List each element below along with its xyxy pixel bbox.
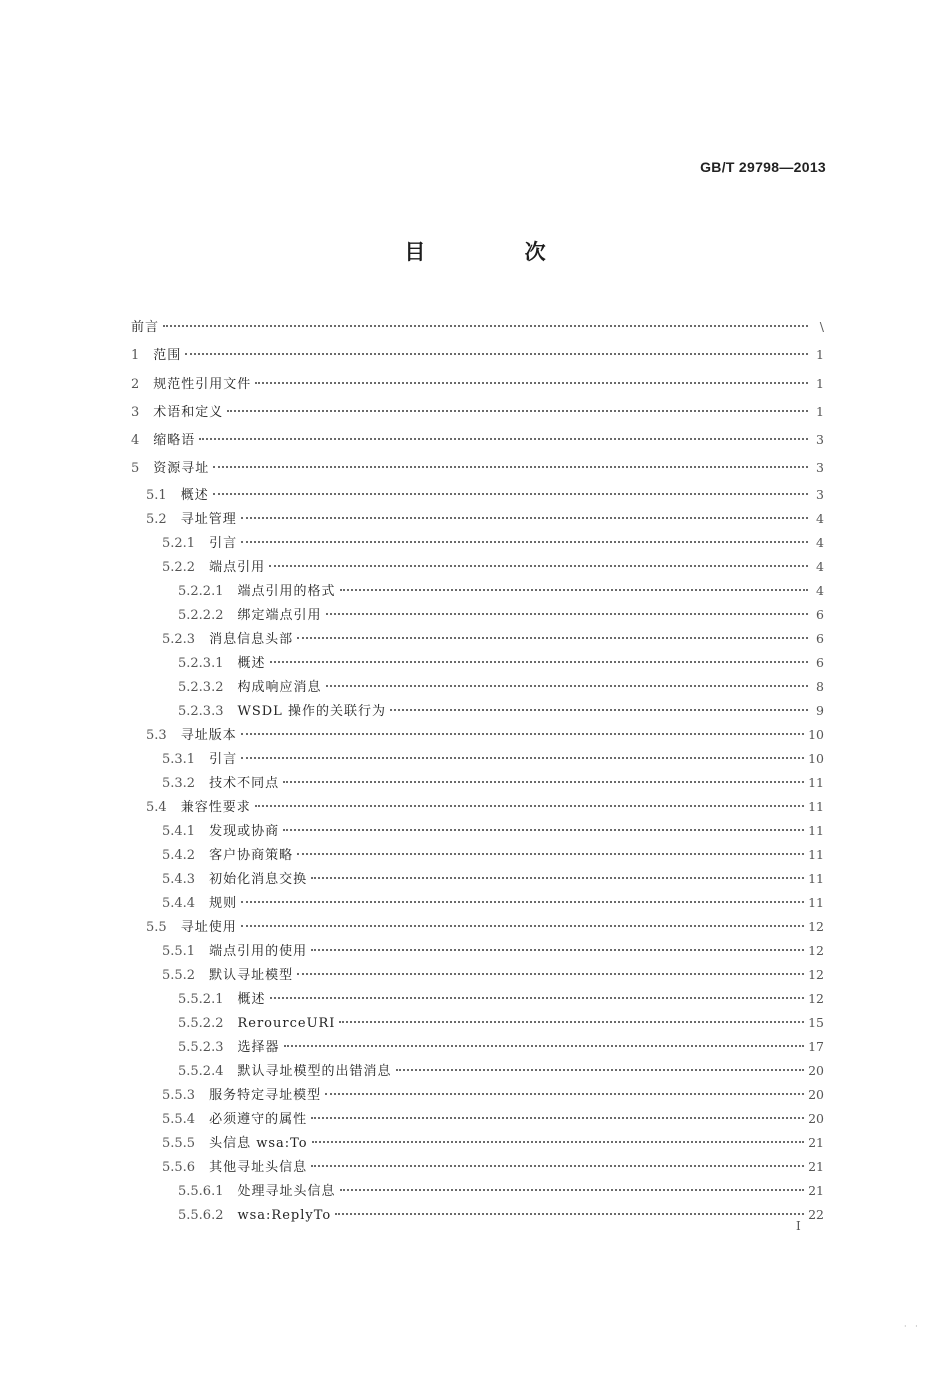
- toc-entry[interactable]: [131, 1155, 824, 1179]
- toc-dot-leader: [297, 973, 804, 975]
- toc-entry-page: 11: [808, 846, 824, 862]
- toc-entry-label: 头信息 wsa:To: [209, 1135, 308, 1151]
- toc-dot-leader: [283, 829, 804, 831]
- toc-entry-label: 前言: [131, 320, 160, 335]
- toc-entry-page: 8: [816, 678, 824, 694]
- toc-entry-number: 5.2.3.3: [178, 703, 224, 719]
- toc-entry-number: 5.5.2.2: [178, 1015, 224, 1031]
- toc-entry-page: 11: [808, 894, 824, 910]
- toc-entry-number: 5.2.3: [162, 631, 196, 647]
- toc-entry-number: 2: [131, 376, 140, 392]
- toc-entry[interactable]: [131, 313, 824, 341]
- toc-entry-number: 5.5.3: [162, 1087, 196, 1103]
- toc-entry-number: 5.2.1: [162, 535, 196, 551]
- toc-dot-leader: [340, 589, 809, 591]
- toc-entry-number: 5.5.5: [162, 1135, 196, 1151]
- toc-entry-number: 5: [131, 461, 140, 477]
- toc-entry-page: 12: [808, 918, 824, 934]
- toc-entry-label: 必须遵守的属性: [209, 1111, 308, 1127]
- toc-entry-page: 20: [808, 1110, 824, 1126]
- toc-entry-page: 22: [808, 1206, 824, 1222]
- toc-entry-page: 4: [816, 534, 824, 550]
- toc-entry-page: 12: [808, 990, 824, 1006]
- toc-entry[interactable]: [131, 675, 824, 699]
- toc-entry-page: 3: [816, 432, 824, 448]
- toc-entry-number: 5.5.2.1: [178, 991, 224, 1007]
- toc-dot-leader: [255, 805, 804, 807]
- toc-dot-leader: [297, 853, 804, 855]
- toc-entry[interactable]: [131, 426, 824, 454]
- toc-entry-number: 5.3.2: [162, 775, 196, 791]
- toc-dot-leader: [326, 685, 809, 687]
- toc-entry-page: 1: [816, 403, 824, 419]
- toc-entry-page: 6: [816, 630, 824, 646]
- toc-dot-leader: [255, 382, 808, 384]
- toc-entry-label: RerourceURI: [237, 1015, 336, 1031]
- toc-entry-label: 引言: [209, 535, 238, 551]
- toc-entry-label: 范围: [153, 348, 182, 364]
- toc-entry-label: 兼容性要求: [180, 799, 251, 815]
- toc-entry-number: 5.1: [146, 487, 167, 503]
- toc-entry-number: 5.2.2: [162, 559, 196, 575]
- toc-entry-label: 发现或协商: [209, 823, 280, 839]
- toc-entry-label: 默认寻址模型的出错消息: [237, 1063, 392, 1079]
- toc-dot-leader: [339, 1021, 804, 1023]
- toc-entry-number: 5.5.2.4: [178, 1063, 224, 1079]
- toc-dot-leader: [269, 565, 808, 567]
- toc-entry-label: 概述: [237, 991, 266, 1007]
- toc-entry[interactable]: [131, 1059, 824, 1083]
- toc-entry[interactable]: [131, 398, 824, 426]
- toc-entry-number: 5.2.2.1: [178, 583, 224, 599]
- toc-dot-leader: [241, 733, 804, 735]
- page-number: I: [796, 1219, 801, 1233]
- toc-entry[interactable]: [131, 454, 824, 482]
- toc-entry[interactable]: [131, 370, 824, 398]
- toc-entry-label: 资源寻址: [153, 461, 210, 477]
- toc-entry-number: 3: [131, 404, 140, 420]
- toc-entry[interactable]: [131, 915, 824, 939]
- toc-entry-number: 5.5: [146, 919, 167, 935]
- toc-dot-leader: [213, 466, 808, 468]
- toc-dot-leader: [213, 493, 808, 495]
- toc-entry-page: 4: [816, 510, 824, 526]
- toc-entry-number: 5.4.4: [162, 895, 196, 911]
- toc-entry[interactable]: [131, 579, 824, 603]
- toc-dot-leader: [311, 877, 804, 879]
- toc-entry-label: 端点引用: [209, 559, 266, 575]
- toc-entry[interactable]: [131, 843, 824, 867]
- toc-entry-number: 5.5.6: [162, 1159, 196, 1175]
- toc-entry-number: 5.5.2.3: [178, 1039, 224, 1055]
- toc-entry-page: 20: [808, 1086, 824, 1102]
- toc-entry[interactable]: [131, 555, 824, 579]
- toc-entry-label: 处理寻址头信息: [237, 1183, 336, 1199]
- toc-dot-leader: [390, 709, 808, 711]
- toc-entry[interactable]: [131, 1011, 824, 1035]
- toc-entry[interactable]: [131, 1203, 824, 1227]
- toc-entry-label: 概述: [237, 655, 266, 671]
- toc-entry-label: WSDL 操作的关联行为: [237, 703, 386, 719]
- toc-entry-number: 5.2: [146, 511, 167, 527]
- toc-entry[interactable]: [131, 987, 824, 1011]
- toc-entry-number: 5.2.3.1: [178, 655, 224, 671]
- toc-dot-leader: [241, 541, 808, 543]
- toc-entry-page: 10: [808, 750, 824, 766]
- toc-entry-page: 12: [808, 966, 824, 982]
- toc-dot-leader: [227, 410, 808, 412]
- toc-entry-number: 5.4.1: [162, 823, 196, 839]
- toc-entry-page: 6: [816, 654, 824, 670]
- toc-entry[interactable]: [131, 723, 824, 747]
- toc-entry-number: 1: [131, 348, 140, 364]
- toc-entry-number: 5.2.3.2: [178, 679, 224, 695]
- toc-dot-leader: [311, 1117, 804, 1119]
- toc-entry-number: 5.2.2.2: [178, 607, 224, 623]
- toc-entry-label: 选择器: [237, 1039, 280, 1055]
- toc-entry-page: 4: [816, 558, 824, 574]
- toc-dot-leader: [163, 325, 808, 327]
- toc-entry-number: 5.4.2: [162, 847, 196, 863]
- toc-entry-page: \: [819, 319, 824, 334]
- toc-entry-page: 20: [808, 1062, 824, 1078]
- toc-entry-label: 服务特定寻址模型: [209, 1087, 322, 1103]
- toc-entry-page: 11: [808, 798, 824, 814]
- toc-entry-label: 默认寻址模型: [209, 967, 294, 983]
- toc-entry-number: 5.4.3: [162, 871, 196, 887]
- toc-entry-number: 4: [131, 433, 140, 449]
- toc-entry-label: 寻址管理: [180, 511, 237, 527]
- toc-entry-label: 技术不同点: [209, 775, 280, 791]
- toc-entry[interactable]: [131, 1107, 824, 1131]
- standard-number: GB/T 29798—2013: [700, 159, 826, 175]
- toc-dot-leader: [199, 438, 808, 440]
- toc-dot-leader: [311, 949, 804, 951]
- toc-entry-label: 引言: [209, 751, 238, 767]
- toc-entry[interactable]: [131, 939, 824, 963]
- toc-dot-leader: [335, 1213, 804, 1215]
- toc-entry-page: 15: [808, 1014, 824, 1030]
- toc-dot-leader: [185, 353, 808, 355]
- toc-entry-number: 5.5.4: [162, 1111, 196, 1127]
- toc-entry-page: 10: [808, 726, 824, 742]
- toc-entry-page: 11: [808, 822, 824, 838]
- scan-specks: · ·: [904, 1322, 921, 1331]
- toc-entry-page: 1: [816, 347, 824, 363]
- toc-entry-number: 5.5.6.1: [178, 1183, 224, 1199]
- toc-entry-label: 端点引用的使用: [209, 943, 308, 959]
- toc-entry-label: 消息信息头部: [209, 631, 294, 647]
- toc-entry[interactable]: [131, 603, 824, 627]
- toc-title: 目 次: [404, 239, 592, 264]
- toc-entry[interactable]: [131, 1179, 824, 1203]
- toc-entry-label: 客户协商策略: [209, 847, 294, 863]
- toc-entry[interactable]: [131, 819, 824, 843]
- toc-dot-leader: [312, 1141, 804, 1143]
- toc-entry-page: 11: [808, 870, 824, 886]
- toc-entry-page: 21: [808, 1134, 824, 1150]
- toc-entry[interactable]: [131, 699, 824, 723]
- toc-entry[interactable]: [131, 341, 824, 369]
- toc-dot-leader: [270, 997, 805, 999]
- toc-dot-leader: [396, 1069, 805, 1071]
- toc-entry-page: 9: [816, 702, 824, 718]
- toc-entry[interactable]: [131, 771, 824, 795]
- toc-entry-page: 4: [816, 582, 824, 598]
- toc-entry-label: 缩略语: [153, 433, 196, 449]
- toc-dot-leader: [283, 781, 804, 783]
- toc-entry[interactable]: [131, 651, 824, 675]
- toc-entry-label: 术语和定义: [153, 404, 224, 420]
- toc-entry-page: 17: [808, 1038, 824, 1054]
- toc-dot-leader: [241, 757, 804, 759]
- toc-entry[interactable]: [131, 531, 824, 555]
- toc-entry-label: 寻址版本: [180, 727, 237, 743]
- toc-entry-label: wsa:ReplyTo: [237, 1207, 332, 1223]
- toc-entry-number: 5.3.1: [162, 751, 196, 767]
- toc-entry[interactable]: [131, 891, 824, 915]
- toc-entry-page: 21: [808, 1182, 824, 1198]
- toc-dot-leader: [270, 661, 809, 663]
- table-of-contents: [131, 313, 824, 1227]
- toc-entry-page: 3: [816, 486, 824, 502]
- toc-entry-label: 概述: [180, 487, 209, 503]
- toc-entry-label: 其他寻址头信息: [209, 1159, 308, 1175]
- toc-entry-page: 12: [808, 942, 824, 958]
- toc-entry[interactable]: [131, 507, 824, 531]
- toc-entry-page: 21: [808, 1158, 824, 1174]
- toc-entry[interactable]: [131, 795, 824, 819]
- toc-entry-page: 3: [816, 460, 824, 476]
- toc-entry-page: 6: [816, 606, 824, 622]
- toc-entry[interactable]: [131, 1035, 824, 1059]
- toc-dot-leader: [284, 1045, 805, 1047]
- toc-entry[interactable]: [131, 1083, 824, 1107]
- toc-entry-label: 规范性引用文件: [153, 376, 252, 392]
- toc-entry-number: 5.3: [146, 727, 167, 743]
- toc-entry-page: 1: [816, 375, 824, 391]
- toc-entry[interactable]: [131, 627, 824, 651]
- toc-entry-label: 构成响应消息: [237, 679, 322, 695]
- toc-entry[interactable]: [131, 747, 824, 771]
- toc-entry[interactable]: [131, 867, 824, 891]
- toc-entry-page: 11: [808, 774, 824, 790]
- toc-entry-number: 5.4: [146, 799, 167, 815]
- toc-dot-leader: [311, 1165, 804, 1167]
- toc-dot-leader: [241, 517, 808, 519]
- toc-dot-leader: [340, 1189, 805, 1191]
- toc-entry-label: 初始化消息交换: [209, 871, 308, 887]
- toc-entry[interactable]: [131, 963, 824, 987]
- toc-dot-leader: [326, 613, 809, 615]
- toc-entry-label: 绑定端点引用: [237, 607, 322, 623]
- toc-dot-leader: [297, 637, 808, 639]
- toc-entry-label: 寻址使用: [180, 919, 237, 935]
- toc-entry[interactable]: [131, 1131, 824, 1155]
- toc-dot-leader: [241, 901, 804, 903]
- toc-dot-leader: [241, 925, 804, 927]
- toc-entry[interactable]: [131, 483, 824, 507]
- toc-entry-label: 端点引用的格式: [237, 583, 336, 599]
- toc-entry-label: 规则: [209, 895, 238, 911]
- toc-entry-number: 5.5.2: [162, 967, 196, 983]
- toc-dot-leader: [325, 1093, 804, 1095]
- toc-entry-number: 5.5.1: [162, 943, 196, 959]
- toc-entry-number: 5.5.6.2: [178, 1207, 224, 1223]
